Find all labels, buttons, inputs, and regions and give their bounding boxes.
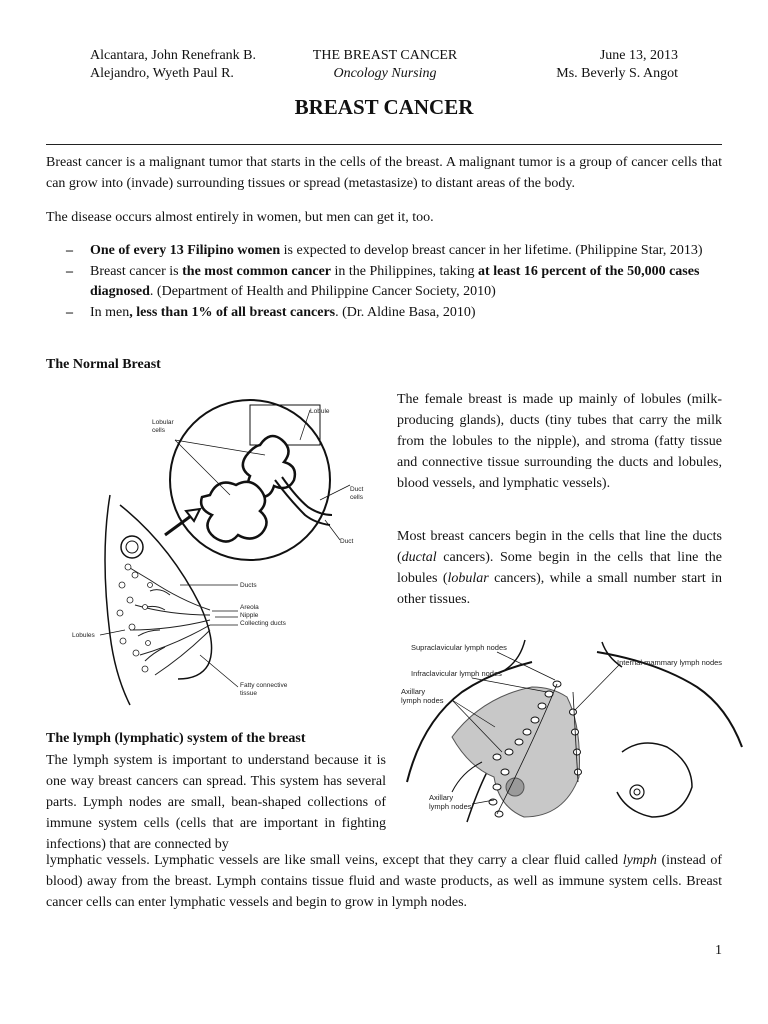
label-duct-cells-line1: Duct	[350, 486, 364, 493]
page-number: 1	[715, 943, 722, 958]
author-1: Alcantara, John Renefrank B.	[90, 48, 256, 63]
list-item: – In men, less than 1% of all breast cancers. (Dr. Aldine Basa, 2010)	[66, 305, 476, 320]
page-title: BREAST CANCER	[294, 95, 474, 119]
course-header: Oncology Nursing	[333, 66, 437, 81]
label-axillary-2-line2: lymph nodes	[429, 802, 472, 811]
label-lobules: Lobules	[72, 632, 95, 639]
label-axillary-2-line1: Axillary	[429, 793, 454, 802]
lymph-heading: The lymph (lymphatic) system of the breast	[46, 731, 306, 746]
label-infraclavicular: Infraclavicular lymph nodes	[411, 669, 502, 678]
label-areola: Areola	[240, 604, 259, 611]
label-nipple: Nipple	[240, 612, 259, 619]
label-fatty-tissue-line1: Fatty connective	[240, 682, 288, 689]
label-duct: Duct	[340, 538, 354, 545]
statistics-list	[46, 241, 722, 324]
lymph-paragraph-part-2: lymphatic vessels. Lymphatic vessels are like small veins, except that they carry a clear fluid called lymph (instead of blood) away from the breast. Lymph contains tissue fluid and waste products, as well as immune system cells. Breast cancer cells can enter lymphatic vessels and begin to grow in lymph nodes.	[46, 853, 722, 910]
label-axillary-1-line1: Axillary	[401, 687, 426, 696]
date-header: June 13, 2013	[599, 48, 678, 63]
label-collecting-ducts: Collecting ducts	[240, 620, 286, 627]
intro-paragraph-2: The disease occurs almost entirely in women, but men can get it, too.	[46, 210, 434, 225]
label-lobule: Lobule	[310, 408, 330, 415]
lymph-paragraph-part-1: The lymph system is important to understand because it is one way breast cancers can spread. This system has several parts. Lymph nodes are small, bean-shaped collections of immune system cells (cells that are important in fighting infections) that are connected by	[46, 753, 386, 852]
list-item: – Breast cancer is the most common cancer in the Philippines, taking at least 16 percent of the 50,000 cases diagnosed. (Department of Health and Philippine Cancer Society, 2010)	[66, 264, 700, 299]
author-2: Alejandro, Wyeth Paul R.	[90, 66, 234, 81]
intro-paragraph-1: Breast cancer is a malignant tumor that starts in the cells of the breast. A malignant tumor is a group of cancer cells that can grow into (invade) surrounding tissues or spread (metastasize) to distant areas of the body.	[46, 155, 722, 191]
label-fatty-tissue-line2: tissue	[240, 690, 257, 697]
label-ducts: Ducts	[240, 582, 257, 589]
topic-header: THE BREAST CANCER	[312, 48, 458, 63]
title-rule	[46, 144, 722, 145]
label-duct-cells-line2: cells	[350, 494, 364, 501]
instructor-header: Ms. Beverly S. Angot	[556, 66, 678, 81]
normal-breast-heading: The Normal Breast	[46, 357, 161, 372]
breast-anatomy-figure	[60, 385, 380, 715]
label-lobular-cells-line1: Lobular	[152, 419, 174, 426]
label-axillary-1-line2: lymph nodes	[401, 696, 444, 705]
list-item: – One of every 13 Filipino women is expected to develop breast cancer in her lifetime. (Philippine Star, 2013)	[66, 243, 703, 258]
lymph-nodes-figure	[397, 632, 752, 837]
normal-breast-paragraph-1: The female breast is made up mainly of lobules (milk-producing glands), ducts (tiny tubes that carry the milk from the lobules to the nipple), and stroma (fatty tissue and connective tissue surrounding the ducts and lobules, blood vessels, and lymphatic vessels).	[397, 392, 722, 491]
label-supraclavicular: Supraclavicular lymph nodes	[411, 643, 507, 652]
label-lobular-cells-line2: cells	[152, 427, 166, 434]
label-internal-mammary: Internal mammary lymph nodes	[617, 658, 723, 667]
normal-breast-paragraph-2: Most breast cancers begin in the cells that line the ducts (ductal cancers). Some begin in the cells that line the lobules (lobular cancers), while a small number start in other tissues.	[397, 529, 722, 607]
